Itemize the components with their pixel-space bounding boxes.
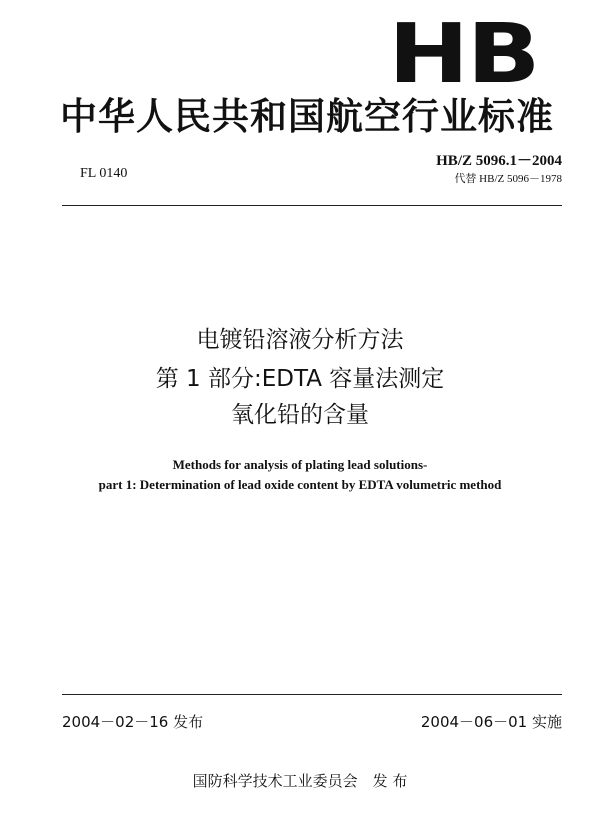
standard-number: HB/Z 5096.1－2004	[436, 153, 562, 169]
top-divider	[62, 205, 562, 206]
chinese-title-line-2: 第 1 部分:EDTA 容量法测定	[155, 366, 445, 392]
organization-title: 中华人民共和国航空行业标准	[60, 95, 554, 138]
issue-date: 2004－02－16 发布	[62, 713, 204, 731]
issuing-authority: 国防科学技术工业委员会 发 布	[192, 772, 408, 790]
replaces-standard: 代替 HB/Z 5096－1978	[454, 173, 562, 185]
chinese-title-line-3: 氧化铅的含量	[231, 402, 369, 428]
english-title-line-2: part 1: Determination of lead oxide content by EDTA volumetric method	[98, 477, 502, 492]
bottom-divider	[62, 694, 562, 695]
english-title-line-1: Methods for analysis of plating lead solutions-	[172, 457, 428, 472]
hb-logo: HB	[387, 7, 538, 102]
chinese-title-line-1: 电镀铅溶液分析方法	[196, 327, 404, 353]
effective-date: 2004－06－01 实施	[420, 713, 562, 731]
classification-code: FL 0140	[80, 166, 128, 181]
